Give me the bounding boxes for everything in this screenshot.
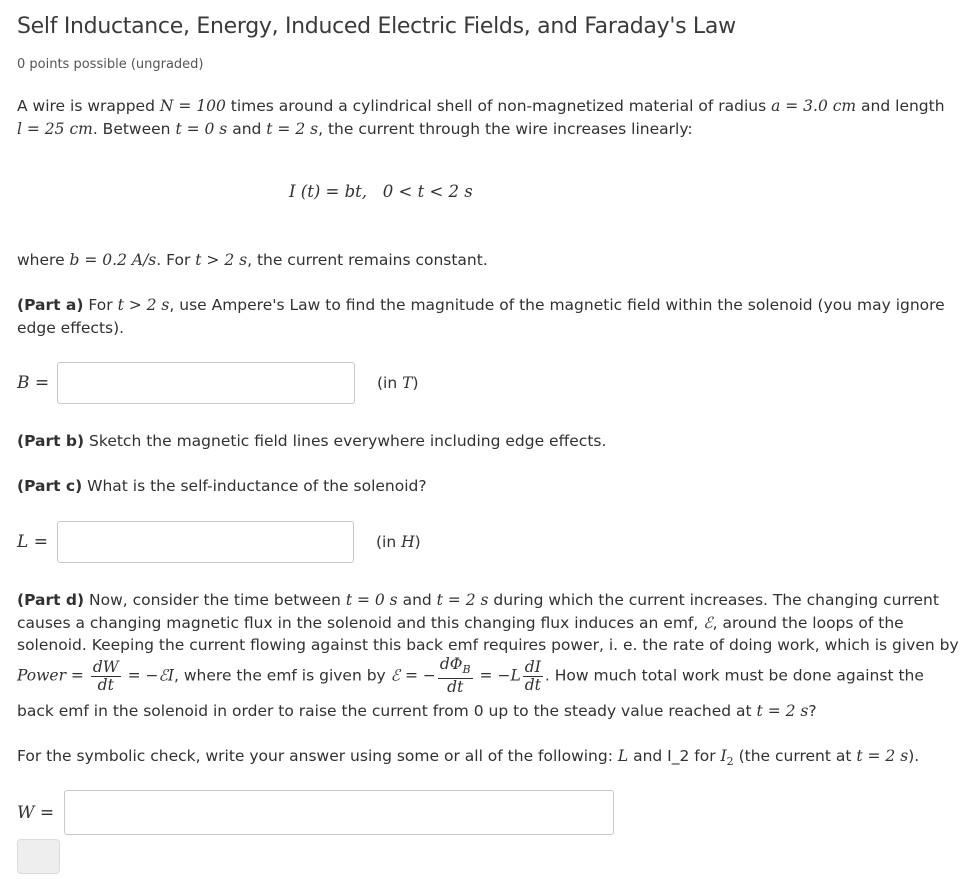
part-c-question: (Part c) What is the self-inductance of the solenoid?: [17, 477, 427, 495]
power-equation-line: Power = $\frac{dW}{dt}$ = −ℰI, where the emf is given by ℰ = − $\frac{d\Phi_B}{dt}$ = −L $\frac{dI}{dt}$ . How much total work must be done against the: [17, 655, 924, 697]
intro-paragraph: A wire is wrapped N = 100 times around a cylindrical shell of non-magnetized material of radius a = 3.0 cm and length l = 25 cm. Between t = 0 s and t = 2 s, the current through the wire increases linearly:: [17, 97, 945, 138]
math-preview-button[interactable]: [17, 839, 60, 874]
w-answer-input[interactable]: [64, 790, 614, 835]
l-input-label: L =: [17, 532, 48, 552]
w-input-label: W =: [17, 802, 55, 823]
current-equation: I (t) = bt, 0 < t < 2 s: [289, 182, 473, 201]
symbolic-hint: For the symbolic check, write your answer using some or all of the following: L and I_2 for $I_2$ (the current at t = 2 s).: [17, 747, 920, 769]
l-unit-label: (in H): [376, 533, 421, 551]
part-d-question: (Part d) Now, consider the time between t = 0 s and t = 2 s during which the current increases. The changing current causes a changing magnetic flux in the solenoid and this changing flux induces an emf, ℰ, around the loops of the solenoid. Keeping the current flowing against this back emf requires power, i. e. the rate of doing work, which is given by: [17, 591, 959, 654]
part-d-answer-row: [17, 790, 614, 835]
part-c-answer-row: [17, 521, 421, 563]
page-title: Self Inductance, Energy, Induced Electric Fields, and Faraday's Law: [17, 14, 736, 39]
part-a-answer-row: [17, 362, 419, 404]
b-input-label: B =: [17, 373, 50, 393]
b-unit-label: (in T): [377, 374, 419, 392]
b-answer-input[interactable]: [57, 362, 355, 404]
l-answer-input[interactable]: [57, 521, 354, 563]
part-d-question-end: back emf in the solenoid in order to raise the current from 0 up to the steady value reached at t = 2 s?: [17, 702, 817, 720]
where-paragraph: where b = 0.2 A/s. For t > 2 s, the current remains constant.: [17, 251, 488, 269]
part-a-question: (Part a) For t > 2 s, use Ampere's Law to find the magnitude of the magnetic field within the solenoid (you may ignore edge effects).: [17, 296, 945, 337]
part-b-question: (Part b) Sketch the magnetic field lines everywhere including edge effects.: [17, 432, 607, 450]
points-possible: 0 points possible (ungraded): [17, 57, 204, 72]
